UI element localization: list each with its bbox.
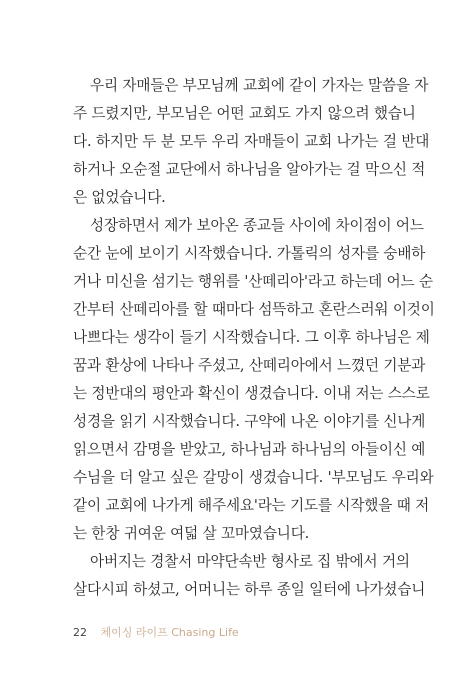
text-line: 같이 교회에 나가게 해주세요'라는 기도를 시작했을 때 저 xyxy=(73,497,430,514)
text-line: 성경을 읽기 시작했습니다. 구약에 나온 이야기를 신나게 xyxy=(73,413,426,430)
text-line: 우리 자매들은 부모님께 교회에 같이 가자는 말씀을 자 xyxy=(90,77,429,94)
text-line: 꿈과 환상에 나타나 주셨고, 산떼리아에서 느꼈던 기분과 xyxy=(73,357,426,374)
page-number: 22 xyxy=(73,626,87,639)
text-line: 하거나 오순절 교단에서 하나님을 알아가는 걸 막으신 적 xyxy=(73,161,426,178)
running-title: 체이싱 라이프 Chasing Life xyxy=(100,626,239,639)
text-line: 는 정반대의 평안과 확신이 생겼습니다. 이내 저는 스스로 xyxy=(73,385,430,402)
text-line: 거나 미신을 섬기는 행위를 '산떼리아'라고 하는데 어느 순 xyxy=(73,273,433,290)
text-line: 순간 눈에 보이기 시작했습니다. 가톨릭의 성자를 숭배하 xyxy=(73,245,426,262)
text-line: 은 없었습니다. xyxy=(73,189,166,206)
body-text xyxy=(73,72,435,604)
text-line: 읽으면서 감명을 받았고, 하나님과 하나님의 아들이신 예 xyxy=(73,441,426,458)
text-line: 는 한창 귀여운 여덟 살 꼬마였습니다. xyxy=(73,525,310,542)
text-line: 아버지는 경찰서 마약단속반 형사로 집 밖에서 거의 xyxy=(90,553,410,570)
page-footer xyxy=(73,624,239,640)
text-line: 나쁘다는 생각이 들기 시작했습니다. 그 이후 하나님은 제 xyxy=(73,329,430,346)
text-line: 수님을 더 알고 싶은 갈망이 생겼습니다. '부모님도 우리와 xyxy=(73,469,434,486)
text-line: 주 드렸지만, 부모님은 어떤 교회도 가지 않으려 했습니 xyxy=(73,105,416,122)
text-line: 다. 하지만 두 분 모두 우리 자매들이 교회 나가는 걸 반대 xyxy=(73,133,430,150)
text-line: 살다시피 하셨고, 어머니는 하루 종일 일터에 나가셨습니 xyxy=(73,581,426,598)
text-line: 성장하면서 제가 보아온 종교들 사이에 차이점이 어느 xyxy=(90,217,424,234)
text-line: 간부터 산떼리아를 할 때마다 섬뜩하고 혼란스러워 이것이 xyxy=(73,301,435,318)
